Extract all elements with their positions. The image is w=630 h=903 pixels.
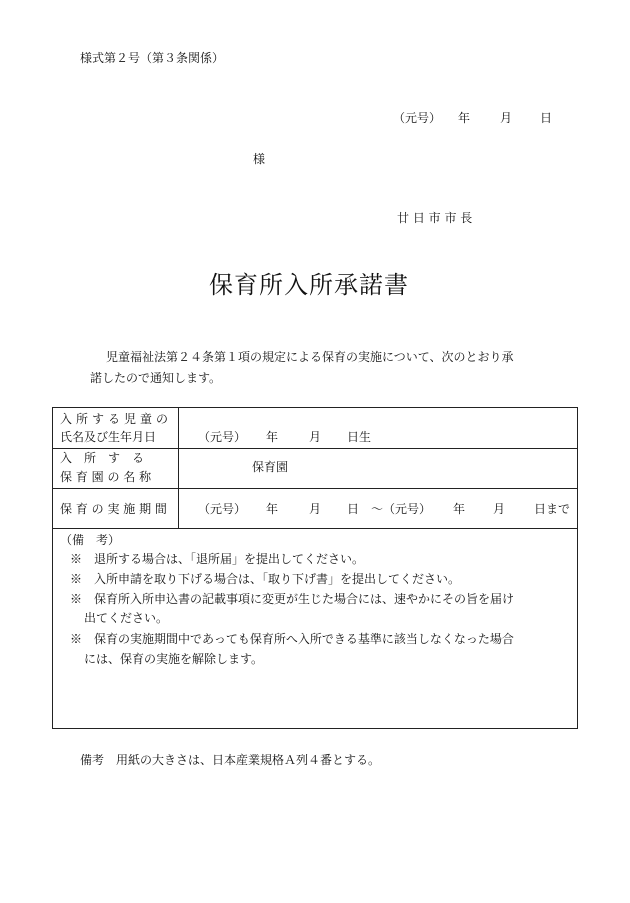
- period-start-era: （元号）: [198, 502, 247, 516]
- remark-note-1: ※ 退所する場合は、「退所届」を提出してください。: [70, 552, 365, 566]
- column-divider: [178, 408, 179, 528]
- document-title: 保育所入所承諾書: [209, 271, 409, 299]
- child-label-line-1: 入所する児童の: [60, 412, 173, 426]
- remarks-heading: （備 考）: [60, 533, 121, 547]
- period-start-day-label: 日 ～（元号）: [347, 502, 432, 516]
- date-year-label: 年: [458, 111, 471, 125]
- period-start-year-label: 年: [266, 502, 279, 516]
- birth-month-label: 月: [309, 430, 322, 444]
- row-divider-1: [53, 448, 577, 449]
- date-day-label: 日: [540, 111, 553, 125]
- intro-line-1: 児童福祉法第２４条第１項の規定による保育の実施について、次のとおり承: [106, 350, 514, 364]
- period-end-until: 日まで: [534, 502, 571, 516]
- birth-year-label: 年: [266, 430, 279, 444]
- birth-era: （元号）: [198, 430, 247, 444]
- remark-note-4: ※ 保育の実施期間中であっても保育所へ入所できる基準に該当しなくなった場合: [70, 632, 514, 646]
- addressee-suffix: 様: [253, 152, 266, 166]
- row-divider-3: [53, 528, 577, 529]
- birth-day-label: 日生: [347, 430, 372, 444]
- remark-note-3: ※ 保育所入所申込書の記載事項に変更が生じた場合には、速やかにその旨を届け: [70, 592, 515, 606]
- remark-note-2: ※ 入所申請を取り下げる場合は、「取り下げ書」を提出してください。: [70, 572, 461, 586]
- form-number: 様式第２号（第３条関係）: [80, 51, 225, 65]
- row-divider-2: [53, 488, 577, 489]
- date-era: （元号）: [393, 111, 442, 125]
- issuer-name: 廿 日 市 市 長: [397, 211, 473, 225]
- period-label: 保 育 の 実 施 期 間: [60, 502, 167, 516]
- details-table: [52, 407, 578, 729]
- footer-note: 備考 用紙の大きさは、日本産業規格Ａ列４番とする。: [80, 753, 381, 767]
- period-end-year-label: 年: [453, 502, 466, 516]
- remark-note-4-continued: には、保育の実施を解除します。: [84, 652, 264, 666]
- child-label-line-2: 氏名及び生年月日: [60, 430, 157, 444]
- remark-note-3-continued: 出てください。: [84, 611, 169, 625]
- facility-label-line-2: 保 育 園 の 名 称: [60, 470, 152, 484]
- facility-label-line-1: 入 所 す る: [60, 451, 145, 465]
- date-month-label: 月: [500, 111, 513, 125]
- facility-suffix: 保育園: [252, 460, 289, 474]
- period-end-month-label: 月: [493, 502, 506, 516]
- period-start-month-label: 月: [309, 502, 322, 516]
- intro-line-2: 諾したので通知します。: [90, 371, 222, 385]
